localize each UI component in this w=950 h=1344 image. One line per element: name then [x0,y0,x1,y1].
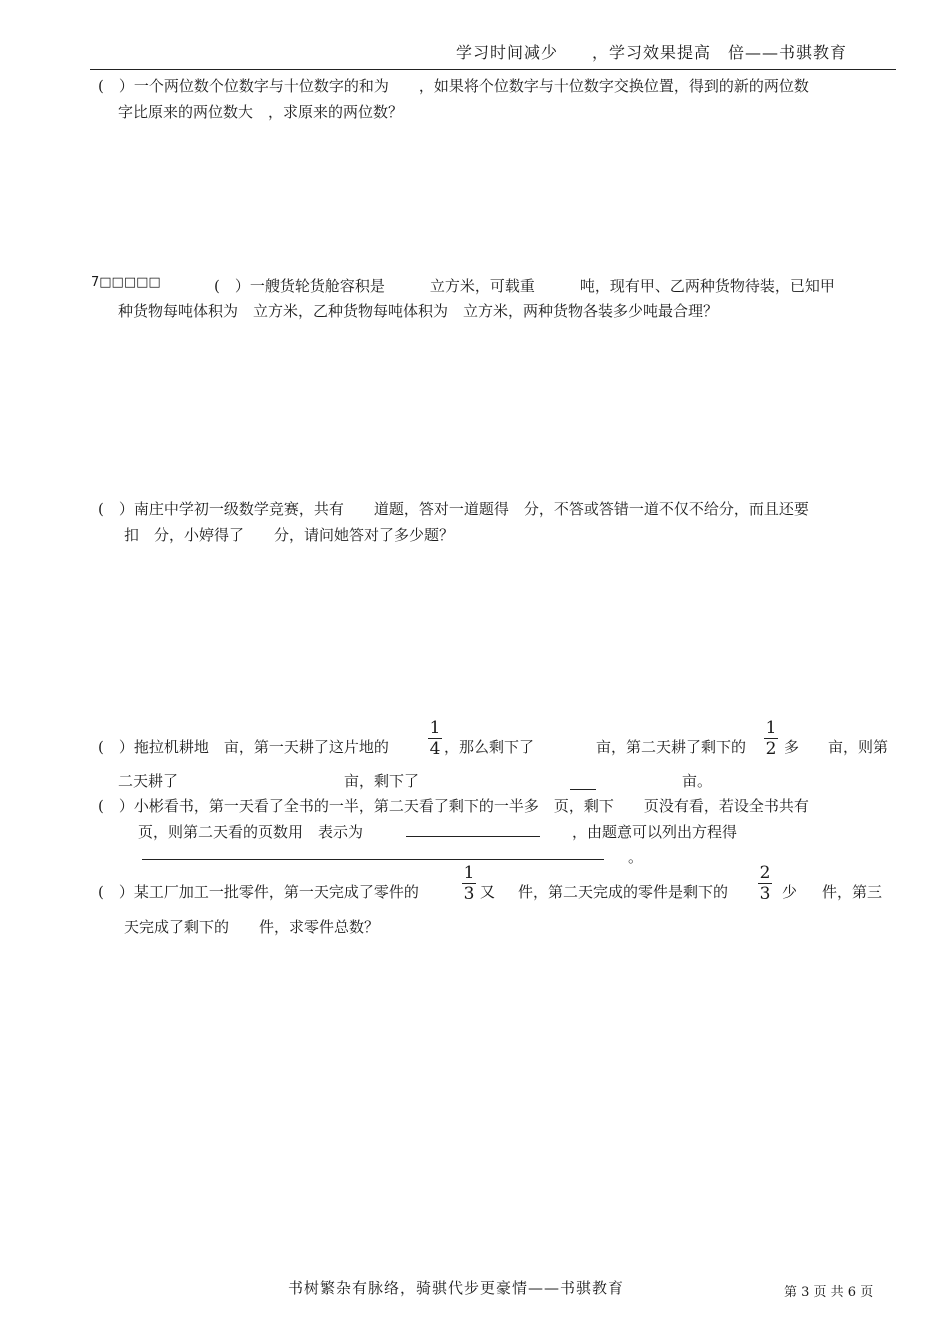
q6-text-e: 件，第三 [822,883,883,901]
q4-text-c: 亩，第二天耕了剩下的 [596,738,747,756]
q6-line2: 天完成了剩下的 件，求零件总数？ [124,918,380,936]
q6-frac1-numerator: 1 [463,863,475,883]
q1-line1: ( ）一个两位数个位数字与十位数字的和为 ，如果将个位数字与十位数字交换位置，得到的新的两位数 [98,77,809,95]
q4-fraction-1 [428,719,442,758]
q5-expression-blank [406,836,540,837]
q1-line2: 字比原来的两位数大 ，求原来的两位数？ [118,103,404,121]
q6-text-c: 件，第二天完成的零件是剩下的 [518,883,729,901]
q5-line3: 。 [628,848,644,866]
q4-text-d: 多 [784,738,800,756]
q2-line1: ( ）一艘货轮货舱容积是 立方米，可载重 吨，现有甲、乙两种货物待装，已知甲 [214,277,835,295]
q3-line2: 扣 分，小婷得了 分，请问她答对了多少题？ [124,526,455,544]
q4-text-b: ，那么剩下了 [444,738,535,756]
page-number: 第 3 页 共 6 页 [784,1285,874,1300]
q4-text-e: 亩，则第 [828,738,889,756]
q5-line2-a: 页，则第二天看的页数用 表示为 [138,823,364,841]
q3-line1: ( ）南庄中学初一级数学竞赛，共有 道题，答对一道题得 分，不答或答错一道不仅不给分，而且还要 [98,500,809,518]
q4-line2-c: 亩。 [682,772,713,790]
q6-frac2-numerator: 2 [759,863,771,883]
q4-frac2-numerator: 1 [765,718,777,738]
footer-slogan: 书树繁杂有脉络，骑骐代步更豪情——书骐教育 [288,1279,625,1297]
q6-text-b: 又 [480,883,496,901]
q4-fraction-2 [764,719,778,758]
q4-line2-b: 亩，剩下了 [344,772,420,790]
q6-text-a: ( ）某工厂加工一批零件，第一天完成了零件的 [98,883,419,901]
q2-line2: 种货物每吨体积为 立方米，乙种货物每吨体积为 立方米，两种货物各装多少吨最合理？ [118,302,719,320]
q4-frac1-numerator: 1 [429,718,441,738]
q5-equation-blank [142,859,604,860]
q4-frac2-denominator: 2 [765,739,777,759]
q5-line2-b: ，由题意可以列出方程得 [572,823,738,841]
q2-number: 7□□□□□ [91,275,161,290]
q4-line2-a: 二天耕了 [118,772,179,790]
header-slogan: 学习时间减少 ，学习效果提高 倍——书骐教育 [456,43,848,62]
q4-text-a: ( ）拖拉机耕地 亩，第一天耕了这片地的 [98,738,389,756]
q5-line1: ( ）小彬看书，第一天看了全书的一半，第二天看了剩下的一半多 页，剩下 页没有看，若设全书共有 [98,797,809,815]
q4-answer-blank [570,789,596,790]
q6-text-d: 少 [782,883,798,901]
q6-frac2-denominator: 3 [759,884,771,904]
q6-fraction-1 [462,864,476,903]
header-rule [90,69,896,70]
q6-frac1-denominator: 3 [463,884,475,904]
q6-fraction-2 [758,864,772,903]
q4-frac1-denominator: 4 [429,739,441,759]
